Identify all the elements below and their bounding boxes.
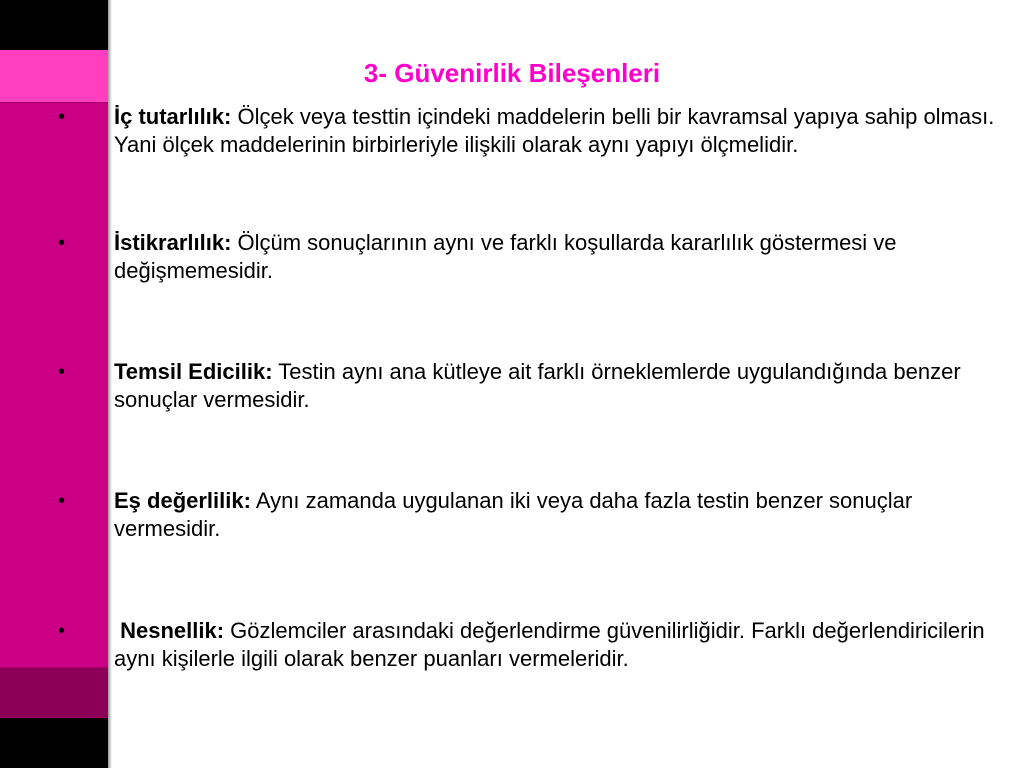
sidebar-pink-block (0, 50, 108, 102)
sidebar-divider (0, 667, 108, 668)
slide-title: 3- Güvenirlik Bileşenleri (363, 58, 661, 88)
term-description: Ölçek veya testtin içindeki maddelerin belli bir kavramsal yapıya sahip olması. Yani ölçek maddelerinin birbirleriyle ilişkili olarak aynı yapıyı ölçmelidir. (114, 104, 995, 157)
list-item-text (114, 487, 1019, 543)
sidebar-divider (0, 102, 108, 103)
decorative-sidebar (0, 0, 112, 768)
bullet-symbol: • (58, 490, 66, 512)
term-description: Ölçüm sonuçlarının aynı ve farklı koşullarda kararlılık göstermesi ve değişmemesidir. (114, 230, 897, 283)
list-item-text (114, 617, 1019, 673)
term-label: Nesnellik: (114, 618, 225, 643)
sidebar-divider (0, 717, 108, 718)
list-item-text (114, 229, 1019, 285)
term-description: Aynı zamanda uygulanan iki veya daha fazla testin benzer sonuçlar vermesidir. (114, 488, 913, 541)
term-label: Eş değerlilik: (114, 488, 251, 513)
bullet-symbol: • (58, 106, 66, 128)
bullet-symbol: • (58, 361, 66, 383)
sidebar-magenta-block (0, 102, 108, 667)
list-item-text (114, 358, 1019, 414)
term-label: İstikrarlılık: (114, 230, 232, 255)
bullet-symbol: • (58, 232, 66, 254)
sidebar-shadow (108, 0, 112, 768)
list-item-text (114, 103, 1019, 159)
bullet-symbol: • (58, 620, 66, 642)
term-description: Gözlemciler arasındaki değerlendirme güvenilirliğidir. Farklı değerlendiricilerin aynı kişilerle ilgili olarak benzer puanları vermeleridir. (114, 618, 991, 671)
sidebar-black-bottom-block (0, 717, 108, 768)
sidebar-black-top-block (0, 0, 108, 50)
term-label: İç tutarlılık: (114, 104, 232, 129)
sidebar-purple-block (0, 667, 108, 717)
term-label: Temsil Edicilik: (114, 359, 273, 384)
term-description: Testin aynı ana kütleye ait farklı örneklemlerde uygulandığında benzer sonuçlar vermesidir. (114, 359, 961, 412)
